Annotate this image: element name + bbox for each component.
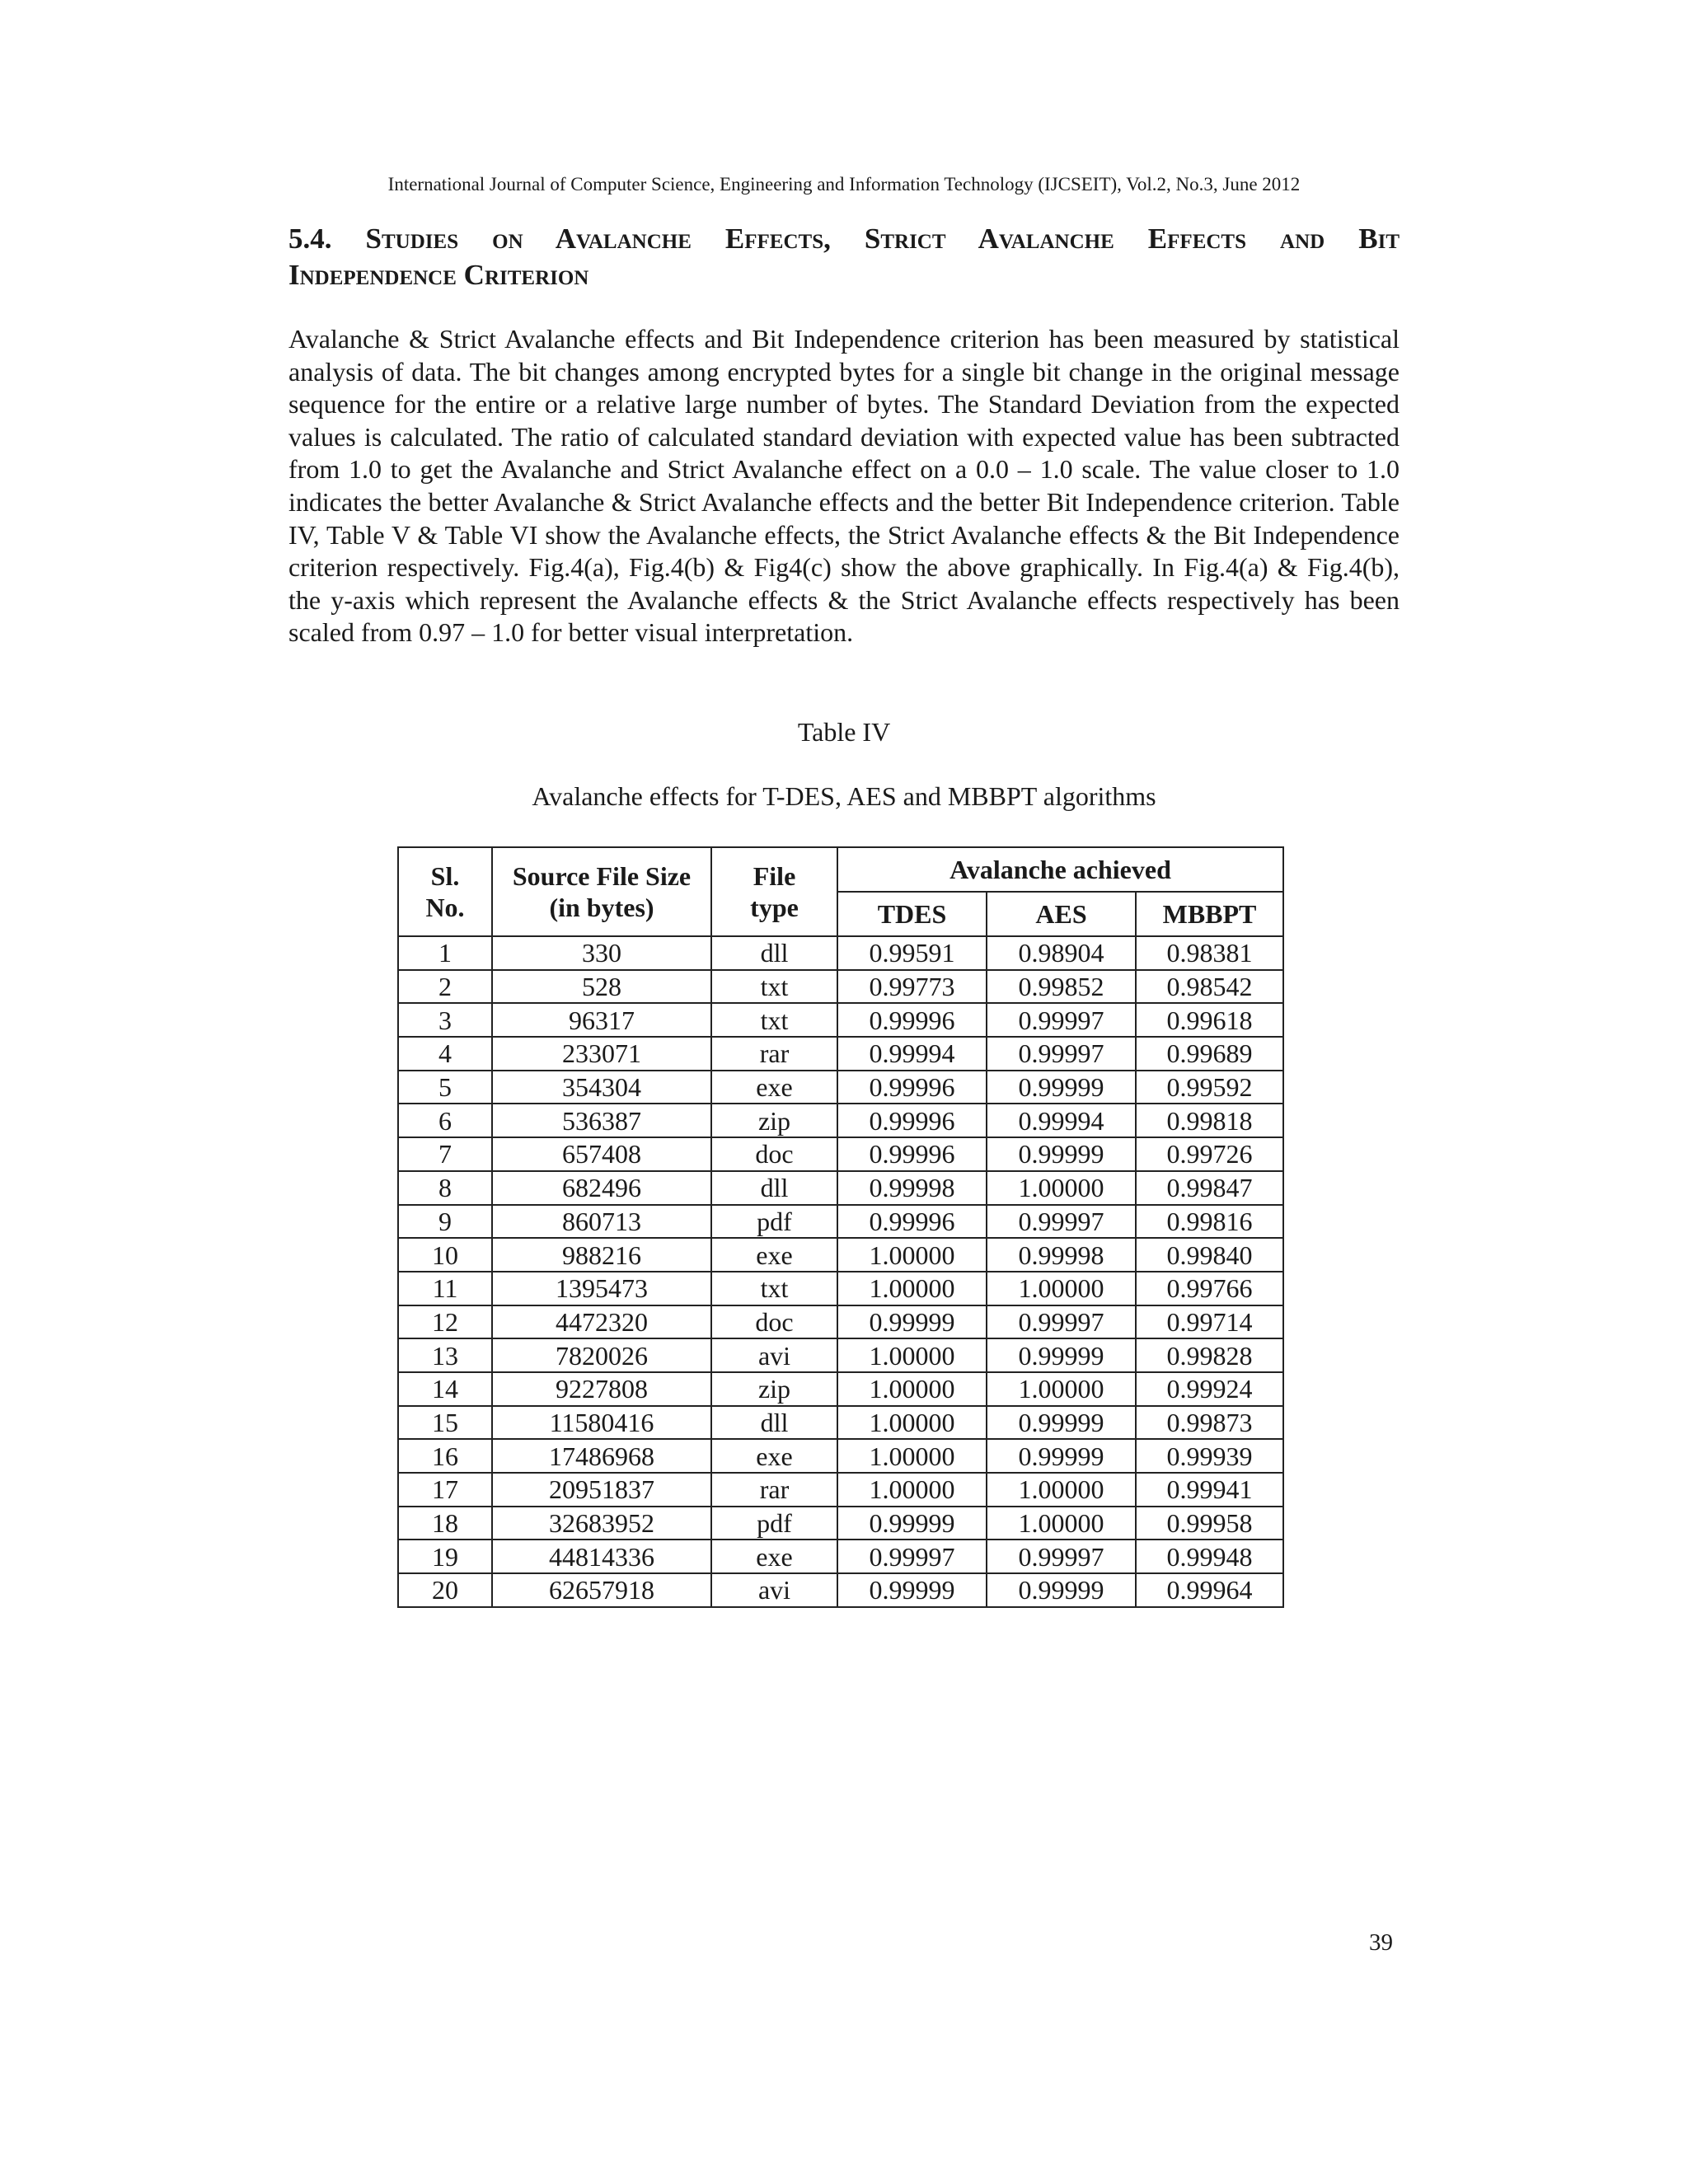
cell-file-type: txt [711, 970, 837, 1004]
cell-sl-no: 16 [398, 1439, 492, 1473]
cell-sl-no: 18 [398, 1507, 492, 1540]
cell-mbbpt: 0.99873 [1136, 1406, 1283, 1440]
cell-mbbpt: 0.99618 [1136, 1003, 1283, 1037]
cell-mbbpt: 0.99818 [1136, 1104, 1283, 1137]
cell-sl-no: 3 [398, 1003, 492, 1037]
table-row [398, 1372, 1283, 1406]
cell-sl-no: 7 [398, 1137, 492, 1171]
table-label: Table IV [797, 717, 891, 747]
cell-sl-no: 1 [398, 936, 492, 970]
cell-tdes: 1.00000 [837, 1338, 987, 1372]
cell-file-size: 17486968 [492, 1439, 711, 1473]
cell-tdes: 0.99994 [837, 1037, 987, 1071]
cell-sl-no: 6 [398, 1104, 492, 1137]
cell-file-size: 860713 [492, 1205, 711, 1239]
avalanche-table [397, 846, 1284, 1608]
table-row [398, 1507, 1283, 1540]
cell-file-size: 528 [492, 970, 711, 1004]
cell-aes: 0.99997 [987, 1003, 1136, 1037]
header-type-line1: File [753, 861, 796, 891]
cell-sl-no: 12 [398, 1305, 492, 1339]
cell-mbbpt: 0.99924 [1136, 1372, 1283, 1406]
cell-file-type: dll [711, 1171, 837, 1205]
cell-file-size: 354304 [492, 1071, 711, 1104]
header-source-file-size [492, 847, 711, 936]
header-sl-line1: Sl. [430, 861, 460, 891]
header-aes: AES [987, 892, 1136, 936]
cell-sl-no: 9 [398, 1205, 492, 1239]
header-file-type [711, 847, 837, 936]
page-number: 39 [1369, 1929, 1393, 1956]
cell-mbbpt: 0.99964 [1136, 1573, 1283, 1607]
cell-file-type: txt [711, 1003, 837, 1037]
table-row [398, 1305, 1283, 1339]
cell-aes: 0.99999 [987, 1406, 1136, 1440]
cell-mbbpt: 0.98381 [1136, 936, 1283, 970]
cell-sl-no: 13 [398, 1338, 492, 1372]
cell-tdes: 0.99999 [837, 1305, 987, 1339]
cell-file-size: 20951837 [492, 1473, 711, 1507]
cell-aes: 0.99997 [987, 1037, 1136, 1071]
header-size-line2: (in bytes) [549, 893, 654, 922]
header-type-line2: type [750, 893, 799, 922]
cell-mbbpt: 0.99689 [1136, 1037, 1283, 1071]
cell-aes: 0.99999 [987, 1071, 1136, 1104]
table-row [398, 1406, 1283, 1440]
cell-sl-no: 20 [398, 1573, 492, 1607]
table-row [398, 1205, 1283, 1239]
cell-aes: 1.00000 [987, 1473, 1136, 1507]
cell-aes: 0.99999 [987, 1439, 1136, 1473]
running-header: International Journal of Computer Science, Engineering and Information Technology (IJCSEIT), Vol.2, No.3, June 2012 [387, 174, 1301, 194]
cell-file-size: 682496 [492, 1171, 711, 1205]
table-row [398, 1473, 1283, 1507]
header-size-line1: Source File Size [512, 861, 692, 891]
cell-file-type: avi [711, 1338, 837, 1372]
cell-sl-no: 10 [398, 1238, 492, 1272]
cell-mbbpt: 0.99948 [1136, 1540, 1283, 1573]
cell-tdes: 0.99999 [837, 1507, 987, 1540]
cell-file-type: rar [711, 1473, 837, 1507]
cell-tdes: 1.00000 [837, 1272, 987, 1305]
cell-file-size: 11580416 [492, 1406, 711, 1440]
cell-file-type: exe [711, 1540, 837, 1573]
cell-tdes: 0.99996 [837, 1205, 987, 1239]
cell-file-size: 330 [492, 936, 711, 970]
cell-file-type: pdf [711, 1507, 837, 1540]
cell-file-size: 536387 [492, 1104, 711, 1137]
cell-aes: 0.99999 [987, 1573, 1136, 1607]
cell-aes: 0.99997 [987, 1205, 1136, 1239]
cell-file-size: 9227808 [492, 1372, 711, 1406]
cell-sl-no: 11 [398, 1272, 492, 1305]
cell-file-type: txt [711, 1272, 837, 1305]
cell-file-size: 988216 [492, 1238, 711, 1272]
cell-file-type: doc [711, 1305, 837, 1339]
cell-aes: 1.00000 [987, 1372, 1136, 1406]
cell-mbbpt: 0.99939 [1136, 1439, 1283, 1473]
section-heading-line-2: Independence Criterion [288, 259, 589, 291]
cell-file-type: doc [711, 1137, 837, 1171]
cell-tdes: 1.00000 [837, 1372, 987, 1406]
cell-tdes: 0.99998 [837, 1171, 987, 1205]
header-sl-line2: No. [425, 893, 465, 922]
cell-mbbpt: 0.99958 [1136, 1507, 1283, 1540]
cell-tdes: 0.99996 [837, 1104, 987, 1137]
cell-file-size: 62657918 [492, 1573, 711, 1607]
cell-mbbpt: 0.99592 [1136, 1071, 1283, 1104]
cell-mbbpt: 0.99816 [1136, 1205, 1283, 1239]
cell-sl-no: 4 [398, 1037, 492, 1071]
table-row [398, 1439, 1283, 1473]
cell-file-size: 32683952 [492, 1507, 711, 1540]
cell-mbbpt: 0.99828 [1136, 1338, 1283, 1372]
cell-tdes: 1.00000 [837, 1406, 987, 1440]
cell-aes: 0.99852 [987, 970, 1136, 1004]
table-header-row [398, 847, 1283, 892]
table-row [398, 970, 1283, 1004]
cell-tdes: 0.99773 [837, 970, 987, 1004]
table-body [398, 936, 1283, 1607]
cell-sl-no: 19 [398, 1540, 492, 1573]
cell-file-size: 233071 [492, 1037, 711, 1071]
cell-mbbpt: 0.99840 [1136, 1238, 1283, 1272]
table-row [398, 1137, 1283, 1171]
table-row [398, 936, 1283, 970]
cell-mbbpt: 0.99714 [1136, 1305, 1283, 1339]
cell-aes: 1.00000 [987, 1507, 1136, 1540]
cell-mbbpt: 0.99941 [1136, 1473, 1283, 1507]
table-row [398, 1272, 1283, 1305]
table-row [398, 1037, 1283, 1071]
cell-mbbpt: 0.99726 [1136, 1137, 1283, 1171]
cell-file-type: dll [711, 1406, 837, 1440]
cell-file-type: exe [711, 1071, 837, 1104]
cell-tdes: 1.00000 [837, 1238, 987, 1272]
cell-mbbpt: 0.99766 [1136, 1272, 1283, 1305]
cell-tdes: 0.99997 [837, 1540, 987, 1573]
cell-sl-no: 17 [398, 1473, 492, 1507]
cell-file-size: 7820026 [492, 1338, 711, 1372]
cell-aes: 0.99994 [987, 1104, 1136, 1137]
cell-file-size: 4472320 [492, 1305, 711, 1339]
cell-tdes: 0.99591 [837, 936, 987, 970]
header-avalanche-achieved: Avalanche achieved [837, 847, 1283, 892]
header-sl-no [398, 847, 492, 936]
cell-sl-no: 2 [398, 970, 492, 1004]
cell-file-type: exe [711, 1439, 837, 1473]
cell-file-size: 44814336 [492, 1540, 711, 1573]
body-paragraph: Avalanche & Strict Avalanche effects and Bit Independence criterion has been measured by statistical analysis of data. The bit changes among encrypted bytes for a single bit change in the original message sequence for the entire or a relative large number of bytes. The Standard Deviation from the expected values is calculated. The ratio of calculated standard deviation with expected value has been subtracted from 1.0 to get the Avalanche and Strict Avalanche effect on a 0.0 – 1.0 scale. The value closer to 1.0 indicates the better Avalanche & Strict Avalanche effects and the better Bit Independence criterion. Table IV, Table V & Table VI show the Avalanche effects, the Strict Avalanche effects & the Bit Independence criterion respectively. Fig.4(a), Fig.4(b) & Fig4(c) show the above graphically. In Fig.4(a) & Fig.4(b), the y-axis which represent the Avalanche effects & the Strict Avalanche effects respectively has been scaled from 0.97 – 1.0 for better visual interpretation. [288, 324, 1400, 648]
table-caption: Avalanche effects for T-DES, AES and MBBPT algorithms [532, 781, 1156, 811]
cell-tdes: 1.00000 [837, 1439, 987, 1473]
header-tdes: TDES [837, 892, 987, 936]
cell-file-size: 1395473 [492, 1272, 711, 1305]
cell-aes: 0.99998 [987, 1238, 1136, 1272]
header-mbbpt: MBBPT [1136, 892, 1283, 936]
cell-file-type: zip [711, 1104, 837, 1137]
section-heading-line-1: 5.4. Studies on Avalanche Effects, Strict Avalanche Effects and Bit [288, 223, 1400, 255]
table-row [398, 1573, 1283, 1607]
cell-mbbpt: 0.98542 [1136, 970, 1283, 1004]
table-row [398, 1238, 1283, 1272]
cell-sl-no: 8 [398, 1171, 492, 1205]
cell-file-type: avi [711, 1573, 837, 1607]
cell-tdes: 1.00000 [837, 1473, 987, 1507]
cell-aes: 0.99997 [987, 1305, 1136, 1339]
cell-file-type: exe [711, 1238, 837, 1272]
table-row [398, 1104, 1283, 1137]
cell-aes: 0.99999 [987, 1137, 1136, 1171]
section-heading [288, 221, 1400, 293]
cell-file-size: 96317 [492, 1003, 711, 1037]
cell-file-size: 657408 [492, 1137, 711, 1171]
cell-tdes: 0.99996 [837, 1137, 987, 1171]
cell-aes: 0.99999 [987, 1338, 1136, 1372]
table-row [398, 1071, 1283, 1104]
cell-tdes: 0.99996 [837, 1071, 987, 1104]
cell-sl-no: 14 [398, 1372, 492, 1406]
table-row [398, 1003, 1283, 1037]
cell-file-type: dll [711, 936, 837, 970]
cell-file-type: pdf [711, 1205, 837, 1239]
cell-aes: 0.99997 [987, 1540, 1136, 1573]
cell-file-type: zip [711, 1372, 837, 1406]
cell-aes: 1.00000 [987, 1171, 1136, 1205]
cell-tdes: 0.99999 [837, 1573, 987, 1607]
cell-sl-no: 5 [398, 1071, 492, 1104]
cell-tdes: 0.99996 [837, 1003, 987, 1037]
table-row [398, 1338, 1283, 1372]
cell-sl-no: 15 [398, 1406, 492, 1440]
table-row [398, 1540, 1283, 1573]
table-row [398, 1171, 1283, 1205]
cell-mbbpt: 0.99847 [1136, 1171, 1283, 1205]
cell-aes: 1.00000 [987, 1272, 1136, 1305]
cell-file-type: rar [711, 1037, 837, 1071]
cell-aes: 0.98904 [987, 936, 1136, 970]
